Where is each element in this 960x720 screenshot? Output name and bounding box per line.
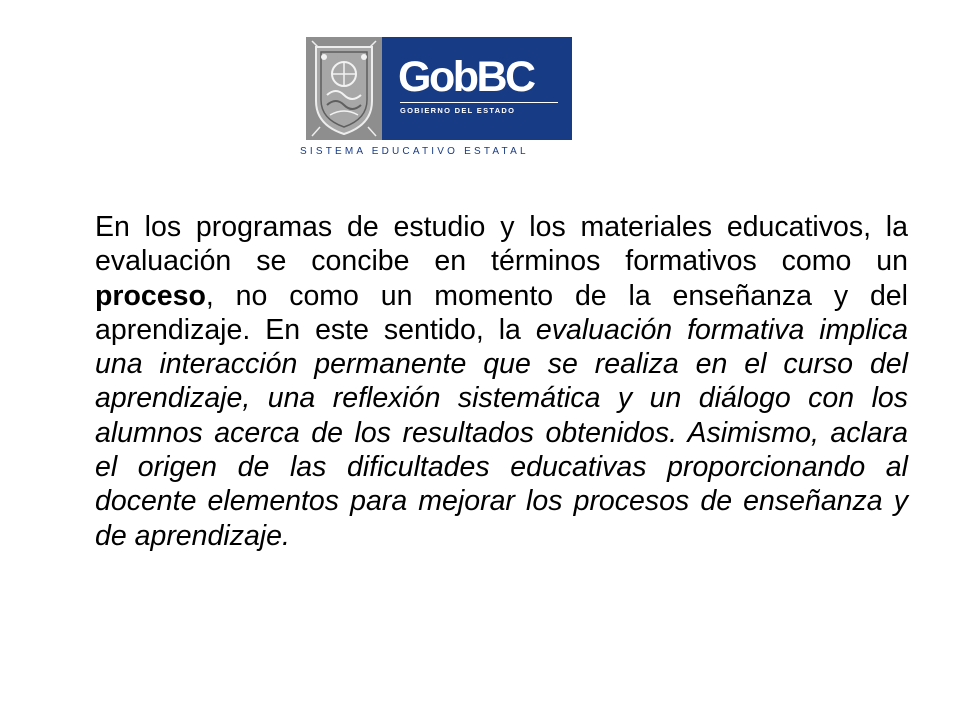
- logo-subtitle: GOBIERNO DEL ESTADO: [400, 106, 516, 115]
- coat-of-arms-icon: [306, 37, 382, 140]
- text-segment: , no como un momento de la enseñanza y del aprendizaje. En este sentido, la: [95, 279, 908, 346]
- gobbc-logo: [300, 37, 572, 161]
- body-paragraph: [95, 210, 908, 553]
- logo-brand-text: GobBC: [398, 53, 534, 101]
- logo-panel: [382, 37, 572, 140]
- logo-divider: [400, 102, 558, 103]
- text-segment-bold: proceso: [95, 279, 206, 312]
- text-segment-italic: evaluación formativa implica una interacción permanente que se realiza en el curso del aprendizaje, una reflexión sistemática y un diálogo con los alumnos acerca de los resultados obtenidos. Asimismo, aclara el origen de las dificultades educativas proporcionando al docente elementos para mejorar los procesos de enseñanza y de aprendizaje.: [95, 313, 908, 552]
- text-segment: En los programas de estudio y los materiales educativos, la evaluación se concibe en términos formativos como un: [95, 211, 908, 278]
- logo-tagline: SISTEMA EDUCATIVO ESTATAL: [300, 146, 529, 157]
